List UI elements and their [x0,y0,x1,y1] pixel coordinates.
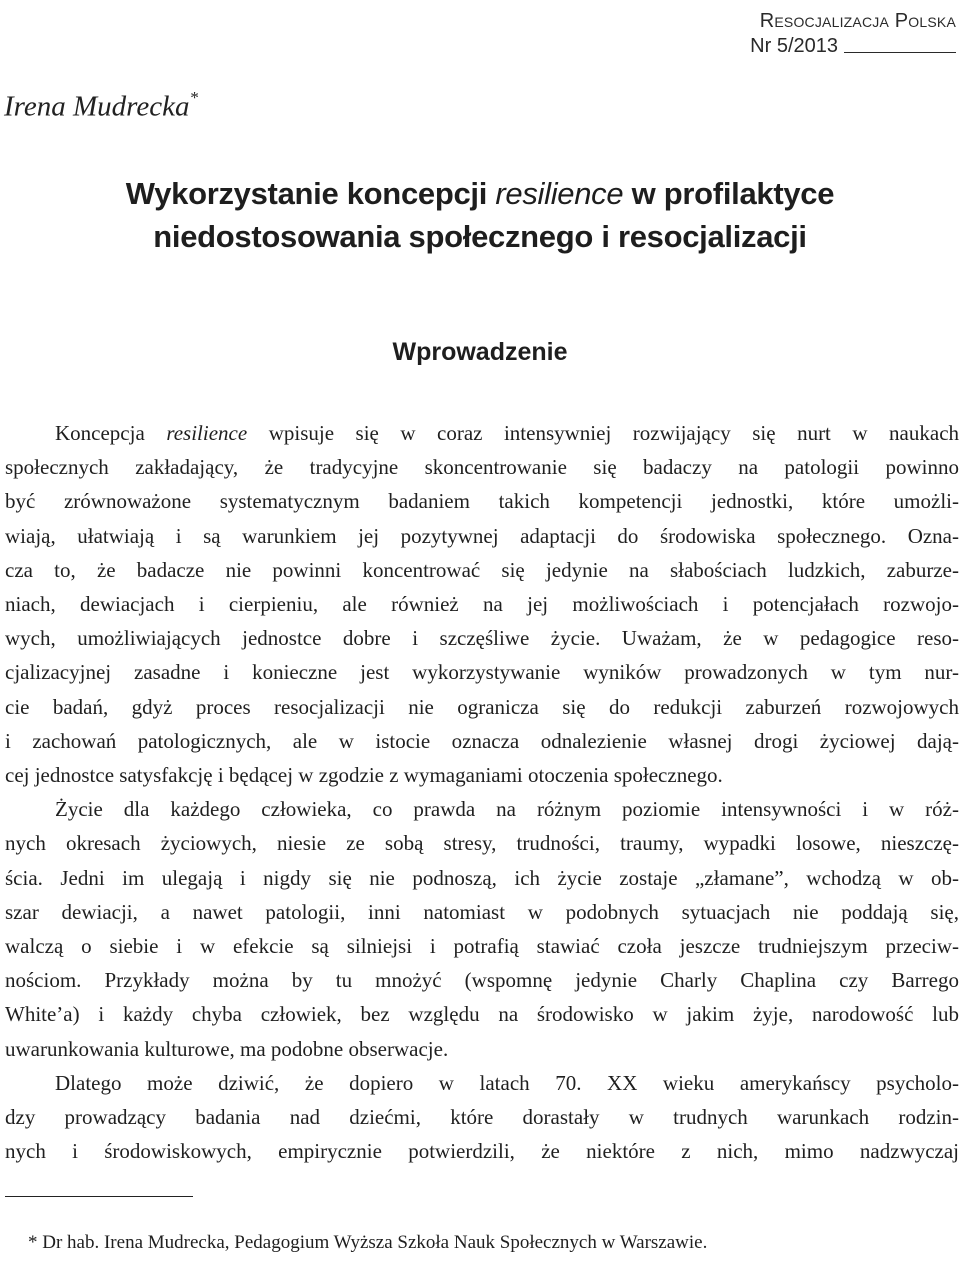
body-line: nych okresach życiowych, niesie ze sobą stresy, trudności, traumy, wypadki losowe, nieszczę- [5,831,959,856]
title-italic-term: resilience [495,176,624,211]
body-line: uwarunkowania kulturowe, ma podobne obserwacje. [5,1036,449,1061]
title-part-1: Wykorzystanie koncepcji [125,176,488,211]
title-line-1 [0,172,960,215]
issue-number: Nr 5/2013 [750,35,838,57]
footnote: * Dr hab. Irena Mudrecka, Pedagogium Wyższa Szkoła Nauk Społecznych w Warszawie. [28,1232,708,1253]
title-part-2: w profilaktyce [631,176,835,211]
body-text [5,416,959,1168]
body-line-1-start: Koncepcja [55,421,145,445]
header-rule [844,52,956,53]
body-line: być zrównoważone systematycznym badaniem takich kompetencji jednostki, które umożli- [5,489,959,514]
body-line: ścia. Jedni im ulegają i nigdy się nie podnoszą, ich życie zostaje „złamane”, wchodzą w ob- [5,865,959,890]
body-line: nych i środowiskowych, empirycznie potwierdzili, że niektóre z nich, mimo nadzwyczaj [5,1139,959,1164]
body-line: cjalizacyjnej zasadne i konieczne jest wykorzystywanie wyników prowadzonych w tym nur- [5,660,959,685]
body-line: szar dewiacji, a nawet patologii, inni natomiast w podobnych sytuacjach nie poddają się, [5,899,959,924]
section-heading: Wprowadzenie [392,338,568,366]
body-line: społecznych zakładający, że tradycyjne skoncentrowanie się badaczy na patologii powinno [5,455,959,480]
body-line: cza to, że badacze nie powinni koncentrować się jedynie na słabościach ludzkich, zaburze- [5,557,959,582]
body-line: cej jednostce satysfakcję i będącej w zgodzie z wymaganiami otoczenia społecznego. [5,763,723,788]
body-line: i zachowań patologicznych, ale w istocie oznacza odnalezienie własnej drogi życiowej dają- [5,728,959,753]
journal-header [736,10,956,58]
body-line: Życie dla każdego człowieka, co prawda na różnym poziomie intensywności i w róż- [55,797,959,822]
body-line: wych, umożliwiających jednostce dobre i szczęśliwe życie. Uważam, że w pedagogice reso- [5,626,959,651]
body-line [5,416,959,450]
body-line: walczą o siebie i w efekcie są silniejsi i potrafią stawiać czoła jeszcze trudniejszym przeciw- [5,934,959,959]
body-line: White’a) i każdy chyba człowiek, bez względu na środowisko w jakim żyje, narodowość lub [5,1002,959,1027]
author-name: Irena Mudrecka [4,90,190,123]
author-footnote-mark: * [189,88,198,107]
journal-name: Resocjalizacja Polska [759,10,956,32]
title-line-2: niedostosowania społecznego i resocjalizacji [153,219,807,254]
body-line-1-end: wpisuje się w coraz intensywniej rozwijający się nurt w naukach [268,421,960,445]
article-title [0,172,960,258]
body-line: niach, dewiacjach i cierpieniu, ale również na jej możliwościach i potencjałach rozwojo- [5,592,959,617]
body-line: cie badań, gdyż proces resocjalizacji nie ogranicza się do redukcji zaburzeń rozwojowych [5,694,959,719]
footnote-separator [5,1196,193,1197]
author-name-block [4,90,198,124]
body-line: wiają, ułatwiają i są warunkiem jej pozytywnej adaptacji do środowiska społecznego. Ozna- [5,523,959,548]
body-italic-term: resilience [166,421,248,445]
body-line: dzy prowadzący badania nad dziećmi, które dorastały w trudnych warunkach rodzin- [5,1105,959,1130]
body-line: nościom. Przykłady można by tu mnożyć (wspomnę jedynie Charly Chaplina czy Barrego [5,968,959,993]
issue-row [736,35,956,58]
body-line: Dlatego może dziwić, że dopiero w latach 70. XX wieku amerykańscy psycholo- [55,1070,959,1095]
